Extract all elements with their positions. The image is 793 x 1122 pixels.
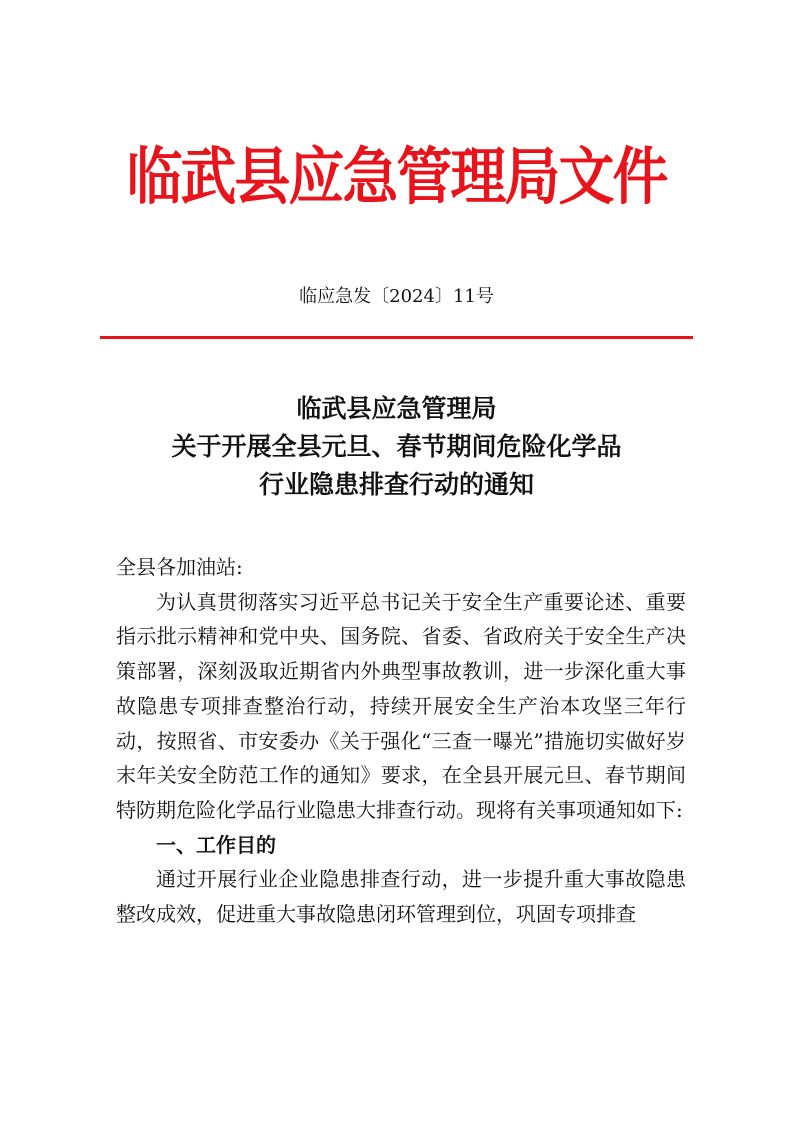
red-separator-rule — [100, 336, 693, 339]
document-body — [116, 550, 686, 932]
section-heading-work-objective: 一、工作目的 — [156, 832, 276, 857]
title-line-3: 行业隐患排查行动的通知 — [258, 470, 534, 499]
section-paragraph-work-objective: 通过开展行业企业隐患排查行动，进一步提升重大事故隐患整改成效，促进重大事故隐患闭环管理到位，巩固专项排查 — [116, 867, 686, 927]
title-line-1: 临武县应急管理局 — [296, 394, 497, 423]
salutation: 全县各加油站: — [116, 555, 243, 579]
document-masthead: 临武县应急管理局文件 — [126, 140, 667, 213]
intro-paragraph: 为认真贯彻落实习近平总书记关于安全生产重要论述、重要指示批示精神和党中央、国务院、省委、省政府关于安全生产决策部署，深刻汲取近期省内外典型事故教训，进一步深化重大事故隐患专项排查整治行动，持续开展安全生产治本攻坚三年行动，按照省、市安委办《关于强化“三查一曝光”措施切实做好岁末年关安全防范工作的通知》要求，在全县开展元旦、春节期间特防期危险化学品行业隐患大排查行动。现将有关事项通知如下: — [116, 589, 686, 822]
document-title — [0, 390, 793, 504]
title-line-2: 关于开展全县元旦、春节期间危险化学品 — [171, 432, 622, 461]
document-number: 临应急发〔2024〕11号 — [299, 286, 494, 307]
